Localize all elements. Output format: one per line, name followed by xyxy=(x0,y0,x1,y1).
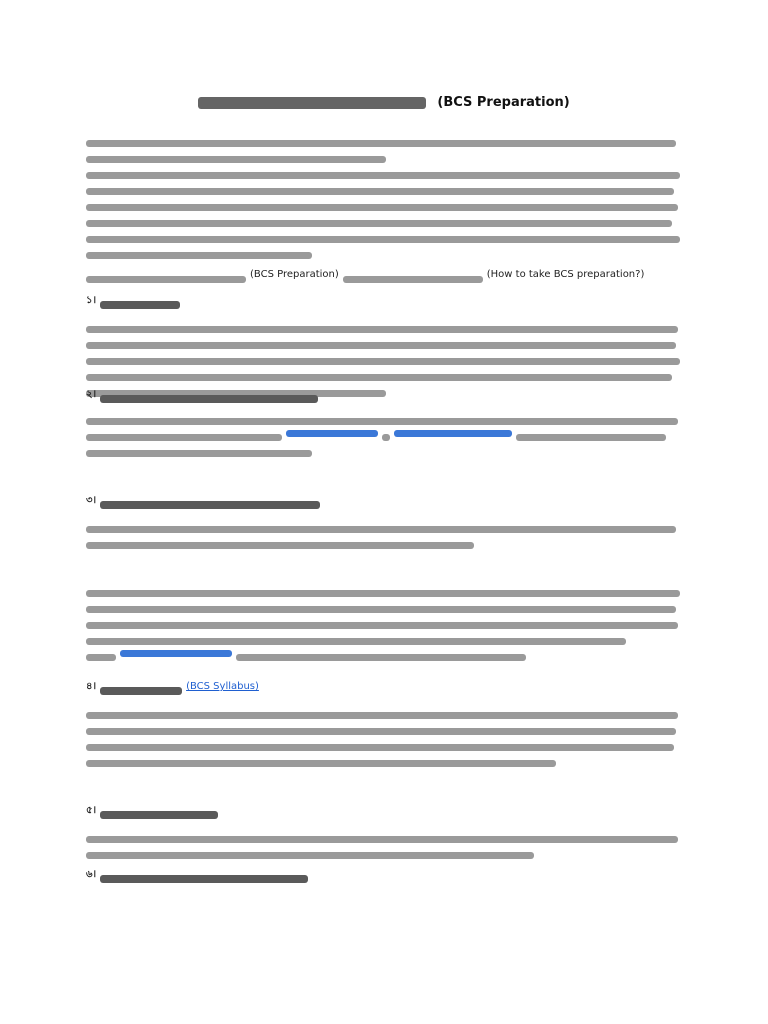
page-title xyxy=(0,92,768,116)
heading-3: ৩। xyxy=(86,492,682,510)
section-2-text xyxy=(86,408,682,458)
section-4-text xyxy=(86,702,682,768)
topic-english-1: (BCS Preparation) xyxy=(250,269,339,280)
paragraph-intro xyxy=(86,130,682,228)
bcs-syllabus-link[interactable] xyxy=(286,430,378,437)
heading-2: ২। xyxy=(86,386,682,404)
heading-1: ১। xyxy=(86,292,682,310)
title-english: (BCS Preparation) xyxy=(437,95,570,110)
section-3-exam-text xyxy=(86,580,682,662)
heading-4: ৪। (BCS Syllabus) xyxy=(86,678,682,696)
heading-5: ৫। xyxy=(86,802,682,820)
bcs-syllabus-heading-link[interactable]: (BCS Syllabus) xyxy=(186,681,259,692)
heading-6: ৬। xyxy=(86,866,682,884)
paragraph-topic xyxy=(86,266,682,284)
bcs-exam-pattern-link[interactable] xyxy=(394,430,512,437)
section-5-text xyxy=(86,826,682,860)
preliminary-preparation-link[interactable] xyxy=(120,650,232,657)
paragraph-career xyxy=(86,226,682,260)
topic-english-2: (How to take BCS preparation?) xyxy=(486,269,645,280)
section-3-text xyxy=(86,516,682,550)
